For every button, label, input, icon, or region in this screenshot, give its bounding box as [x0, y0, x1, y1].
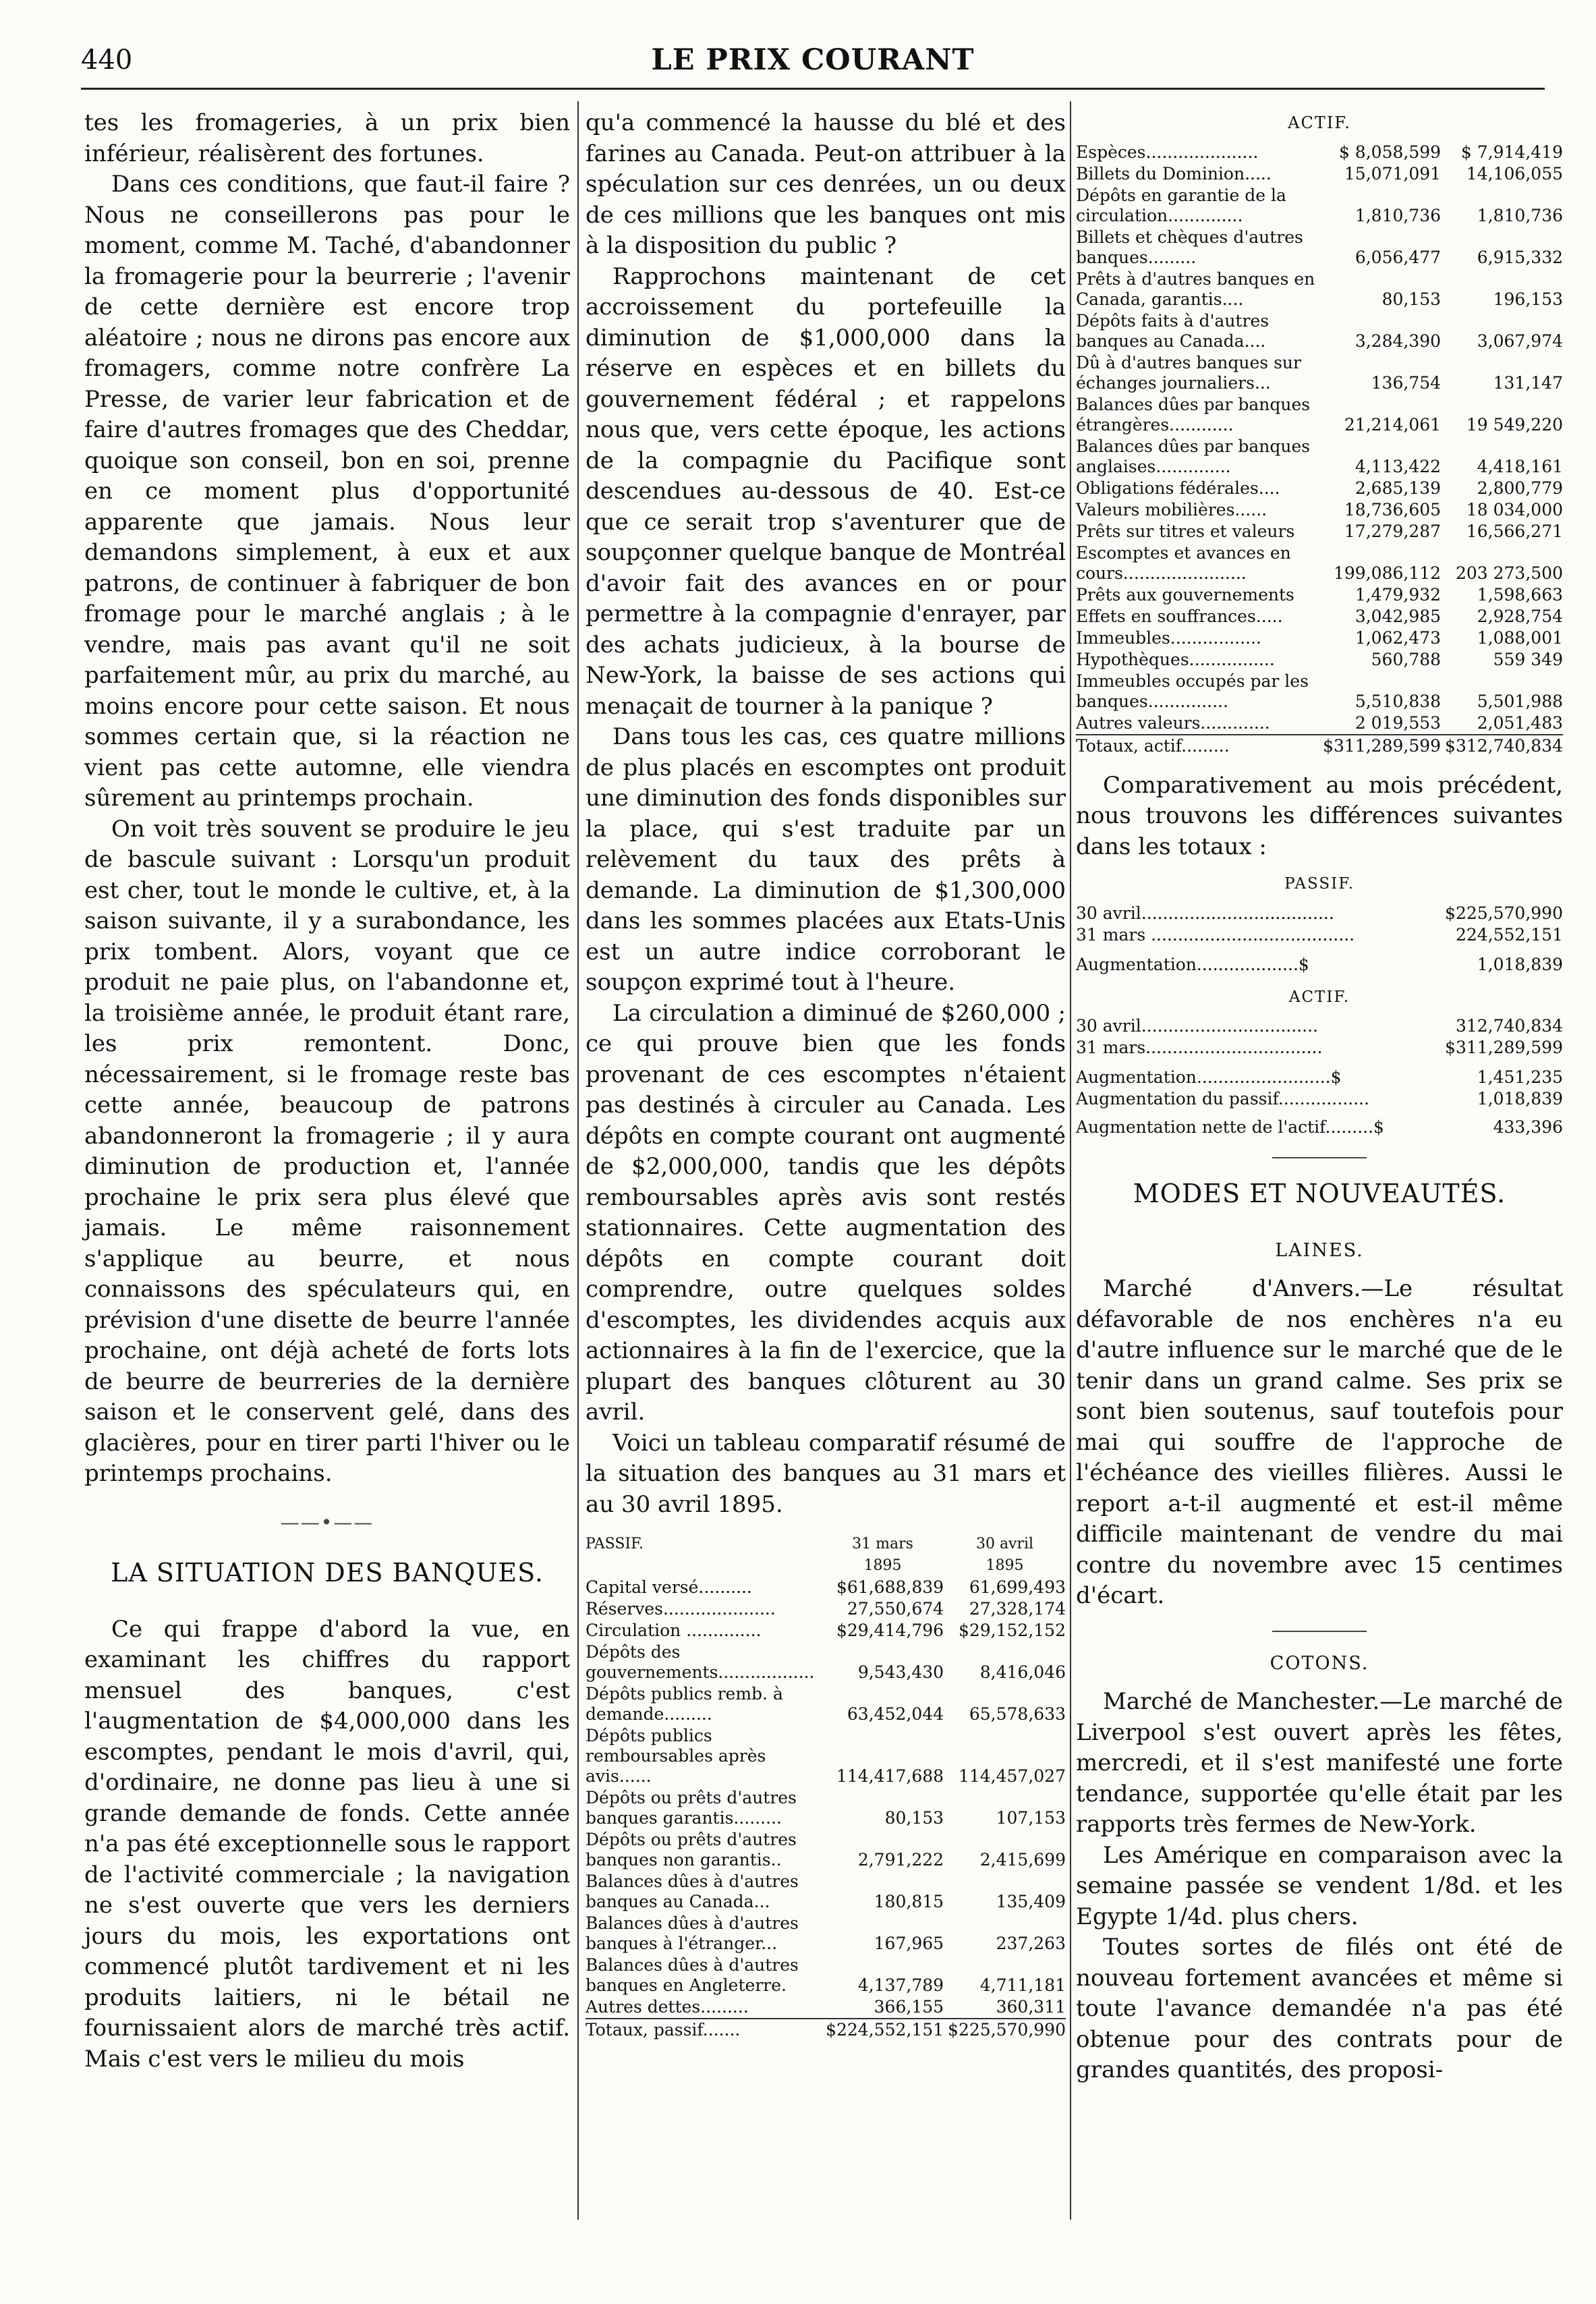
table-cell: $61,688,839 — [836, 1577, 944, 1597]
comparison-row — [1076, 1037, 1563, 1059]
column-3 — [1076, 108, 1563, 2213]
table-row — [586, 1577, 1066, 1598]
table-cell: 180,815 — [874, 1892, 944, 1911]
row-label: 31 mars ...................................... — [1076, 924, 1355, 945]
table-row — [586, 1913, 1066, 1955]
table-cell: Dépôts ou prêts d'autres banques non garantis.. — [586, 1830, 797, 1870]
table-cell: Circulation .............. — [586, 1621, 762, 1640]
row-label: Augmentation du passif................. — [1076, 1089, 1369, 1108]
table-cell: 61,699,493 — [969, 1577, 1066, 1597]
table-cell: 63,452,044 — [847, 1704, 944, 1724]
table-total-row — [586, 2019, 1066, 2041]
paragraph: Les Amérique en comparaison avec la semaine passée se vendent 1/8d. et les Egypte 1/4d. plus chers. — [1076, 1841, 1563, 1930]
running-title: LE PRIX COURANT — [651, 43, 975, 77]
page-header — [81, 39, 1545, 86]
table-cell: $311,289,599 — [1319, 735, 1441, 757]
table-cell: Dépôts ou prêts d'autres banques garantis......... — [586, 1788, 797, 1828]
paragraph: Voici un tableau comparatif résumé de la situation des banques au 31 mars et au 30 avril 1895. — [586, 1429, 1066, 1518]
table-cell: $29,414,796 — [836, 1621, 944, 1640]
table-cell: Dépôts en garantie de la circulation.............. — [1076, 185, 1286, 225]
table-cell: Immeubles................. — [1076, 627, 1261, 648]
row-label: Augmentation nette de l'actif.........$ — [1076, 1117, 1384, 1137]
table-cell: Dépôts faits à d'autres banques au Canada.... — [1076, 310, 1270, 351]
table-cell: 18 034,000 — [1466, 499, 1563, 519]
table-row — [1076, 310, 1563, 352]
table-cell: 2,685,139 — [1355, 478, 1442, 498]
table-cell: Valeurs mobilières...... — [1076, 499, 1267, 519]
table-row — [1076, 227, 1563, 269]
table-cell: 560,788 — [1371, 649, 1442, 669]
paragraph: On voit très souvent se produire le jeu de bascule suivant : Lorsqu'un produit est cher, tout le monde le cultive, et, à la saison suivante, il y a surabondance, les prix tombent. Alors, voyant que ce produit ne paie plus, on l'abandonne et, la troisième année, le produit étant rare, les prix remontent. Donc, nécessairement, si le fromage reste bas cette année, beaucoup de patrons abandonneront la fromagerie ; il y aura diminution de production et, l'année prochaine le prix sera plus élevé que jamais. Le même raisonnement s'applique au beurre, et nous connaissons des spéculateurs qui, en prévision d'une disette de beurre l'année prochaine, ont déjà acheté de forts lots de beurre de beurreries de la dernière saison et le conservent gelé, dans des glacières, pour en tirer parti l'hiver ou le printemps prochains. — [84, 815, 570, 1487]
row-label: 30 avril................................. — [1076, 1016, 1318, 1036]
table-cell: $225,570,990 — [944, 2019, 1066, 2041]
table-cell: Dépôts publics remb. à demande......... — [586, 1684, 783, 1724]
table-cell: Prêts à d'autres banques en Canada, garantis.... — [1076, 269, 1315, 309]
table-row — [586, 1787, 1066, 1829]
table-cell: 4,137,789 — [857, 1975, 944, 1995]
table-cell: 18,736,605 — [1344, 499, 1442, 519]
comparison-row — [1076, 1067, 1563, 1088]
table-cell: 5,501,988 — [1477, 691, 1563, 711]
table-cell: 6,915,332 — [1477, 247, 1563, 267]
table-cell: 27,328,174 — [969, 1599, 1066, 1619]
table-row — [1076, 394, 1563, 436]
table-cell: 2 019,553 — [1355, 712, 1442, 733]
table-cell: 4,418,161 — [1477, 456, 1563, 476]
paragraph: Marché de Manchester.—Le marché de Liverpool s'est ouvert après les fêtes, mercredi, et il s'est manifesté une forte tendance, supportée qu'elle était par les rapports très fermes de New-York. — [1076, 1688, 1563, 1838]
table-row — [586, 1871, 1066, 1913]
paragraph: Marché d'Anvers.—Le résultat défavorable de nos enchères n'a eu d'autre influence sur le marché que de le tenir dans un grand calme. Ses prix se sont bien soutenus, sauf toutefois pour mai qui souffre de l'approche de l'échéance des vieilles filières. Aussi le report a-t-il augmenté et est-il même difficile maintenant de vendre du mai contre du novembre avec 15 centimes d'écart. — [1076, 1275, 1563, 1609]
table-header: 1895 — [986, 1557, 1024, 1574]
paragraph: Ce qui frappe d'abord la vue, en examinant les chiffres du rapport mensuel des banques, c'est l'augmentation de $4,000,000 dans les escomptes, pendant le mois d'avril, qui, d'ordinaire, ne donne pas lieu à une si grande demande de fonds. Cette année n'a pas été exceptionnelle sous le rapport de l'activité commerciale ; la navigation ne s'est ouverte que vers les derniers jours du mois, les exportations ont commencé plutôt tardivement et ni les produits laitiers, ni le bétail ne fournissaient alors de marché très actif. Mais c'est vers le milieu du mois — [84, 1615, 570, 2073]
paragraph: Rapprochons maintenant de cet accroissement du portefeuille la diminution de $1,000,000 dans la réserve en espèces et en billets du gouvernement fédéral ; et rappelons nous que, vers cette époque, les actions de la compagnie du Pacifique sont descendues au-dessous de 40. Est-ce que ce serait trop s'aventurer que de soupçonner quelque banque de Montréal d'avoir fait des avances en or pour permettre à la compagnie d'enrayer, par des achats judicieux, à la bourse de New-York, la baisse de ses actions qui menaçait de tourner à la panique ? — [586, 262, 1066, 720]
table-row — [1076, 542, 1563, 584]
column-2 — [586, 108, 1066, 2213]
table-cell: 136,754 — [1371, 372, 1442, 393]
comparison-row — [1076, 1015, 1563, 1037]
table-cell: 80,153 — [1381, 289, 1442, 309]
table-cell: 1,810,736 — [1477, 205, 1563, 225]
table-cell: Autres valeurs............. — [1076, 712, 1270, 733]
table-cell: 203 273,500 — [1455, 563, 1563, 583]
table-header: 1895 — [863, 1557, 902, 1574]
table-cell: Prêts sur titres et valeurs — [1076, 521, 1295, 541]
table-cell: Espèces..................... — [1076, 142, 1259, 162]
table-cell: 16,566,271 — [1466, 521, 1563, 541]
table-cell: 8,416,046 — [979, 1662, 1066, 1682]
table-cell: 107,153 — [996, 1808, 1066, 1828]
paragraph: Comparativement au mois précédent, nous trouvons les différences suivantes dans les totaux : — [1076, 771, 1563, 860]
paragraph: qu'a commencé la hausse du blé et des farines au Canada. Peut-on attribuer à la spéculation sur ces denrées, un ou deux de ces millions que les banques ont mis à la disposition du public ? — [586, 109, 1066, 259]
table-row — [1076, 712, 1563, 735]
table-cell: 2,928,754 — [1477, 606, 1563, 626]
table-row — [1076, 478, 1563, 499]
table-cell: Balances dûes par banques étrangères............ — [1076, 394, 1311, 434]
table-cell: 2,415,699 — [979, 1850, 1066, 1870]
table-row — [1076, 649, 1563, 671]
table-cell: Dépôts des gouvernements.................. — [586, 1642, 815, 1682]
table-cell: 17,279,287 — [1344, 521, 1442, 541]
table-row — [1076, 436, 1563, 478]
table-row — [1076, 627, 1563, 649]
table-row — [1076, 606, 1563, 627]
table-cell: 559 349 — [1493, 649, 1563, 669]
subsection-heading: LAINES. — [1275, 1239, 1364, 1261]
table-cell: 19 549,220 — [1466, 414, 1563, 434]
column-divider — [577, 101, 579, 2220]
table-cell: 9,543,430 — [857, 1662, 944, 1682]
table-row — [1076, 352, 1563, 394]
table-cell: 27,550,674 — [847, 1599, 944, 1619]
table-cell: Prêts aux gouvernements — [1076, 584, 1294, 605]
paragraph: Dans tous les cas, ces quatre millions de plus placés en escomptes ont produit une diminution des fonds disponibles sur la place, qui s'est traduite par un relèvement du taux des prêts à demande. La diminution de $1,300,000 dans les sommes placées aux Etats-Unis est un autre indice corroborant le soupçon exprimé tout à l'heure. — [586, 723, 1066, 996]
table-row — [1076, 269, 1563, 310]
ornament-separator: ——•—— — [280, 1511, 374, 1534]
table-cell: $224,552,151 — [822, 2019, 944, 2041]
table-cell: 4,711,181 — [979, 1975, 1066, 1995]
table-cell: 196,153 — [1493, 289, 1563, 309]
table-cell: 360,311 — [996, 1997, 1066, 2017]
row-value: 433,396 — [1493, 1117, 1563, 1137]
table-cell: 3,067,974 — [1477, 331, 1563, 351]
table-row — [586, 1598, 1066, 1620]
table-header: 31 mars — [852, 1536, 913, 1552]
actif-table — [1076, 142, 1563, 757]
comparison-block — [1076, 1015, 1563, 1059]
row-value: 312,740,834 — [1455, 1016, 1563, 1036]
table-cell: 3,042,985 — [1355, 606, 1442, 626]
table-cell: 2,051,483 — [1477, 712, 1563, 733]
row-label: 30 avril.................................... — [1076, 903, 1334, 923]
comparison-row — [1076, 924, 1563, 946]
table-cell: Balances dûes à d'autres banques en Angleterre. — [586, 1955, 799, 1995]
table-row — [586, 1641, 1066, 1683]
table-row — [586, 1996, 1066, 2019]
table-cell: Balances dûes à d'autres banques à l'étranger... — [586, 1913, 799, 1953]
section-title: MODES ET NOUVEAUTÉS. — [1133, 1179, 1506, 1208]
table-row — [1076, 584, 1563, 606]
table-cell: 237,263 — [996, 1934, 1066, 1953]
table-cell: 21,214,061 — [1344, 414, 1442, 434]
column-divider — [1070, 101, 1071, 2220]
short-rule — [1272, 1157, 1367, 1158]
column-1 — [84, 108, 570, 2213]
table-cell: $ 7,914,419 — [1460, 142, 1563, 162]
paragraph: La circulation a diminué de $260,000 ; ce qui prouve bien que les fonds provenant de ces escomptes n'étaient pas destinés à circuler au Canada. Les dépôts en compte courant ont augmenté de $2,000,000, tandis que les dépôts remboursables après avis sont restés stationnaires. Cette augmentation des dépôts en compte courant doit comprendre, outre quelques soldes d'escomptes, les dividendes acquis aux actionnaires à la fin de l'exercice, que la plupart des banques clôturent au 30 avril. — [586, 999, 1066, 1426]
table-heading: ACTIF. — [1288, 988, 1350, 1006]
row-value: $225,570,990 — [1445, 903, 1563, 923]
table-cell: Dû à d'autres banques sur échanges journaliers... — [1076, 352, 1301, 393]
table-cell: Balances dûes par banques anglaises.............. — [1076, 436, 1311, 476]
table-heading: ACTIF. — [1288, 113, 1351, 132]
comparison-row — [1076, 1088, 1563, 1110]
paragraph: Dans ces conditions, que faut-il faire ? Nous ne conseillerons pas pour le moment, comme M. Taché, d'abandonner la fromagerie pour la beurrerie ; l'avenir de cette dernière est encore trop aléatoire ; nous ne dirons pas encore aux fromagers, comme notre confrère La Presse, de varier leur fabrication et de faire d'autres fromages que des Cheddar, quoique son conseil, bon en soi, prenne en ce moment plus d'opportunité apparente que jamais. Nous leur demandons simplement, à eux et aux patrons, de continuer à fabriquer de bon fromage pour le marché anglais ; à le vendre, mais pas avant qu'il ne soit parfaitement mûr, au prix du marché, au moins encore pour cette saison. Et nous sommes certain que, si la réaction ne vient pas cette automne, elle viendra sûrement au printemps prochain. — [84, 171, 570, 812]
table-cell: 4,113,422 — [1355, 456, 1442, 476]
table-cell: Immeubles occupés par les banques............... — [1076, 671, 1309, 711]
table-cell: 1,810,736 — [1355, 205, 1442, 225]
table-row — [1076, 142, 1563, 163]
table-row — [586, 1620, 1066, 1641]
table-cell: 1,062,473 — [1355, 627, 1442, 648]
comparison-row — [1076, 903, 1563, 924]
table-cell: 6,056,477 — [1355, 247, 1442, 267]
table-heading: PASSIF. — [1284, 875, 1355, 893]
row-value: 1,018,839 — [1477, 954, 1563, 974]
short-rule — [1272, 1631, 1367, 1632]
table-row — [1076, 671, 1563, 712]
table-cell: 114,417,688 — [836, 1766, 944, 1786]
table-cell: Totaux, actif......... — [1076, 735, 1319, 757]
row-value: 1,451,235 — [1477, 1067, 1563, 1087]
row-label: Augmentation.........................$ — [1076, 1067, 1342, 1087]
comparison-row — [1076, 1117, 1563, 1138]
table-row — [1076, 163, 1563, 185]
table-cell: Capital versé.......... — [586, 1577, 752, 1597]
page-number: 440 — [81, 45, 133, 76]
comparison-block — [1076, 903, 1563, 946]
table-cell: 199,086,112 — [1334, 563, 1442, 583]
table-row — [586, 1955, 1066, 1996]
table-cell: 167,965 — [874, 1934, 944, 1953]
table-cell: 114,457,027 — [958, 1766, 1066, 1786]
table-cell: Balances dûes à d'autres banques au Canada... — [586, 1872, 799, 1911]
table-row — [1076, 499, 1563, 521]
table-cell: 135,409 — [996, 1892, 1066, 1911]
table-header: PASSIF. — [586, 1536, 644, 1552]
table-cell: Réserves..................... — [586, 1599, 776, 1619]
row-value: $311,289,599 — [1445, 1038, 1563, 1057]
table-cell: Hypothèques................ — [1076, 649, 1275, 669]
row-value: 224,552,151 — [1455, 924, 1563, 945]
table-cell: $29,152,152 — [958, 1621, 1066, 1640]
table-cell: 14,106,055 — [1466, 163, 1563, 184]
table-row — [586, 1725, 1066, 1787]
table-cell: Totaux, passif....... — [586, 2019, 822, 2041]
passif-table — [586, 1534, 1066, 2041]
paragraph: tes les fromageries, à un prix bien inférieur, réalisèrent des fortunes. — [84, 109, 570, 167]
row-label: 31 mars................................. — [1076, 1038, 1323, 1057]
table-cell: Escomptes et avances en cours....................... — [1076, 542, 1291, 583]
header-rule — [81, 88, 1545, 90]
table-row — [1076, 185, 1563, 227]
table-row — [1076, 521, 1563, 542]
table-cell: Obligations fédérales.... — [1076, 478, 1280, 498]
table-header: 30 avril — [975, 1536, 1034, 1552]
table-row — [586, 1683, 1066, 1725]
table-cell: 131,147 — [1493, 372, 1563, 393]
table-cell: $312,740,834 — [1441, 735, 1563, 757]
table-cell: 2,800,779 — [1477, 478, 1563, 498]
table-cell: 1,598,663 — [1477, 584, 1563, 605]
table-cell: 65,578,633 — [969, 1704, 1066, 1724]
table-cell: Billets et chèques d'autres banques......... — [1076, 227, 1303, 267]
section-title: LA SITUATION DES BANQUES. — [111, 1558, 544, 1587]
table-cell: 2,791,222 — [857, 1850, 944, 1870]
subsection-heading: COTONS. — [1270, 1652, 1369, 1674]
table-cell: Autres dettes......... — [586, 1997, 749, 2017]
table-total-row — [1076, 735, 1563, 757]
table-cell: Billets du Dominion..... — [1076, 163, 1272, 184]
table-cell: 1,088,001 — [1477, 627, 1563, 648]
table-cell: Dépôts publics remboursables après avis...... — [586, 1726, 766, 1786]
table-cell: 366,155 — [874, 1997, 944, 2017]
table-row — [586, 1829, 1066, 1871]
table-cell: 3,284,390 — [1355, 331, 1442, 351]
table-cell: 1,479,932 — [1355, 584, 1442, 605]
table-cell: 80,153 — [884, 1808, 944, 1828]
table-cell: $ 8,058,599 — [1338, 142, 1442, 162]
comparison-row — [1076, 954, 1563, 976]
table-cell: Effets en souffrances..... — [1076, 606, 1283, 626]
row-value: 1,018,839 — [1477, 1089, 1563, 1108]
paragraph: Toutes sortes de filés ont été de nouveau fortement avancées et même si toute l'avance demandée n'a pas été obtenue pour des contrats pour de grandes quantités, des proposi- — [1076, 1934, 1563, 2083]
table-cell: 15,071,091 — [1344, 163, 1442, 184]
row-label: Augmentation...................$ — [1076, 954, 1309, 974]
table-cell: 5,510,838 — [1355, 691, 1442, 711]
